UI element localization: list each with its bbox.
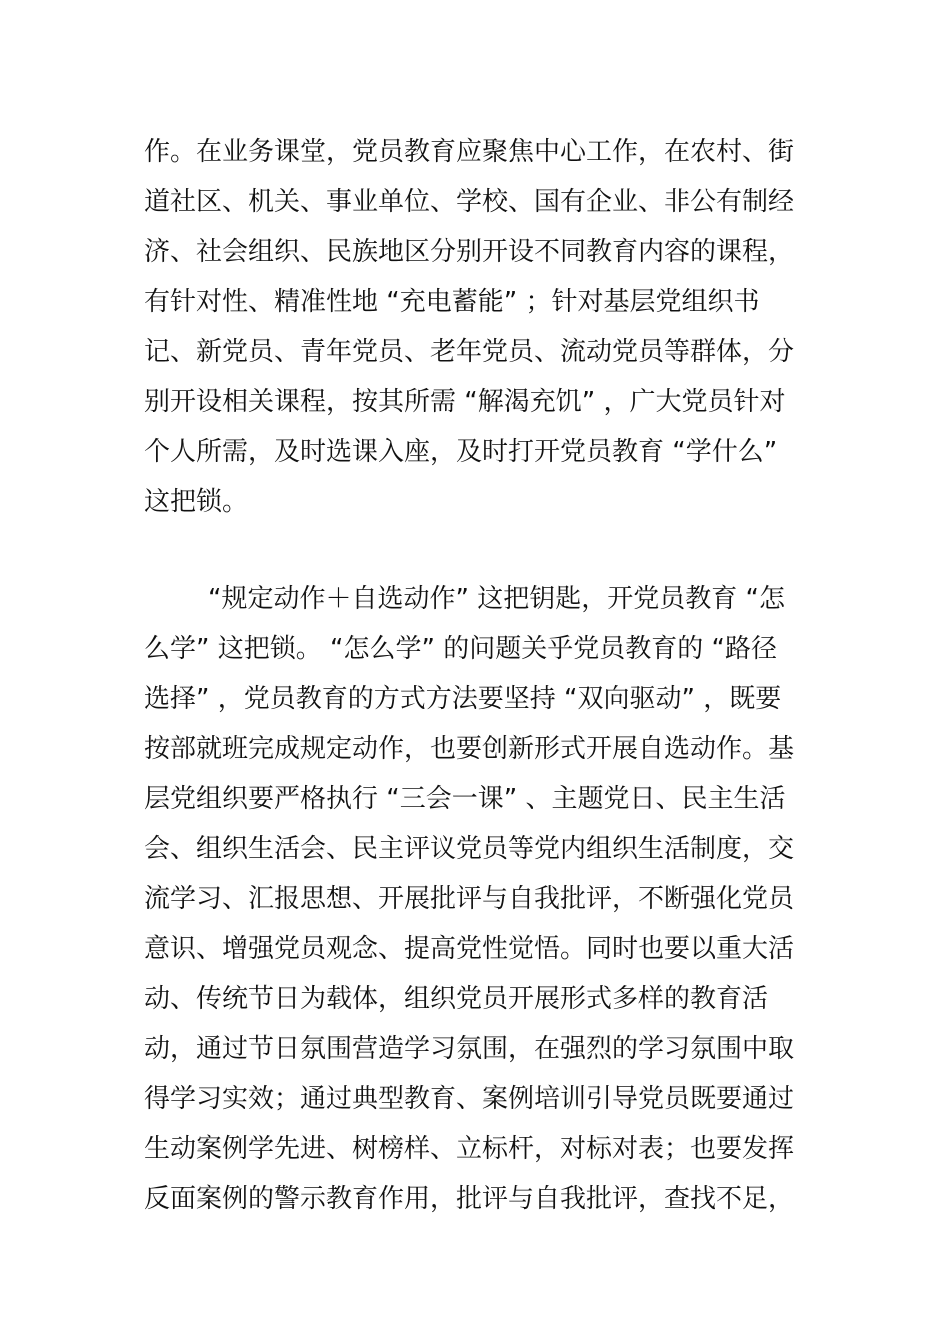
paragraph-line: 得学习实效；通过典型教育、案例培训引导党员既要通过 (144, 1084, 795, 1114)
paragraph-line: 有针对性、精准性地 “充电蓄能” ；针对基层党组织书 (144, 287, 760, 317)
paragraph-line: 么学” 这把锁。 “怎么学” 的问题关乎党员教育的 “路径 (144, 634, 777, 664)
paragraph-line: 济、社会组织、民族地区分别开设不同教育内容的课程， (144, 237, 795, 267)
paragraph-1 (144, 127, 814, 527)
paragraph-2 (144, 574, 814, 1224)
paragraph-line: 意识、增强党员观念、提高党性觉悟。同时也要以重大活 (144, 934, 795, 964)
paragraph-line: 会、组织生活会、民主评议党员等党内组织生活制度，交 (144, 834, 795, 864)
paragraph-line: 层党组织要严格执行 “三会一课” 、主题党日、民主生活 (144, 784, 786, 814)
paragraph-line: 记、新党员、青年党员、老年党员、流动党员等群体，分 (144, 337, 795, 367)
paragraph-line: 流学习、汇报思想、开展批评与自我批评，不断强化党员 (144, 884, 795, 914)
paragraph-line: 反面案例的警示教育作用，批评与自我批评，查找不足， (144, 1184, 795, 1214)
paragraph-line: 这把锁。 (144, 487, 249, 517)
paragraph-line: 道社区、机关、事业单位、学校、国有企业、非公有制经 (144, 187, 795, 217)
paragraph-line: 个人所需，及时选课入座，及时打开党员教育 “学什么” (144, 437, 778, 467)
paragraph-line: “规定动作＋自选动作” 这把钥匙，开党员教育 “怎 (208, 584, 785, 614)
paragraph-line: 选择” ，党员教育的方式方法要坚持 “双向驱动” ，既要 (144, 684, 782, 714)
paragraph-line: 作。在业务课堂，党员教育应聚焦中心工作，在农村、街 (144, 137, 795, 167)
paragraph-line: 动，通过节日氛围营造学习氛围，在强烈的学习氛围中取 (144, 1034, 795, 1064)
paragraph-line: 动、传统节日为载体，组织党员开展形式多样的教育活 (144, 984, 769, 1014)
paragraph-line: 别开设相关课程，按其所需 “解渴充饥” ，广大党员针对 (144, 387, 786, 417)
paragraph-line: 生动案例学先进、树榜样、立标杆，对标对表；也要发挥 (144, 1134, 795, 1164)
paragraph-line: 按部就班完成规定动作，也要创新形式开展自选动作。基 (144, 734, 795, 764)
